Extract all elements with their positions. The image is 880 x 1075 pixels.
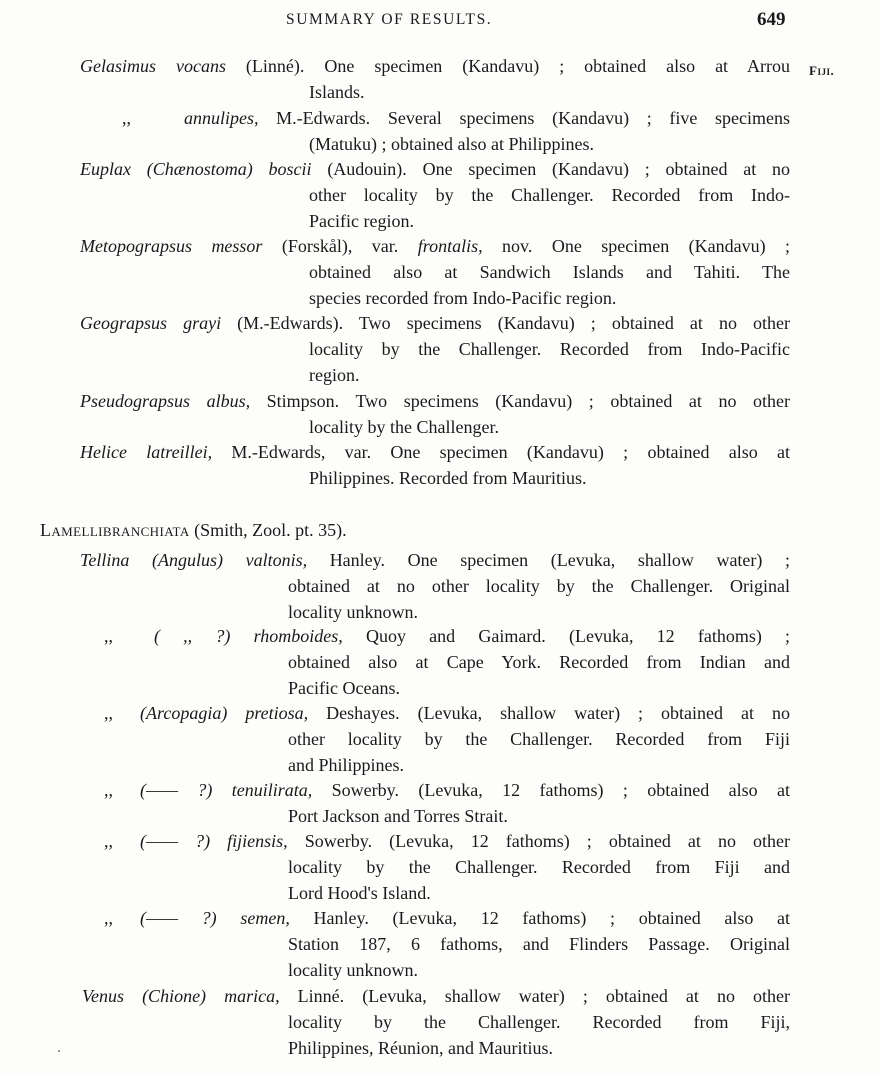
- species: annulipes,: [184, 108, 259, 128]
- species: rhomboides,: [253, 626, 343, 646]
- entry-tellina-fijiensis: [104, 829, 790, 906]
- entry-cont: locality by the Challenger. Recorded from Fiji,: [288, 1011, 790, 1032]
- running-header-title: SUMMARY OF RESULTS.: [286, 11, 493, 28]
- species: fijiensis,: [227, 831, 288, 851]
- section-heading: [40, 518, 347, 544]
- species: semen,: [240, 908, 290, 928]
- author: Sowerby.: [304, 831, 373, 851]
- entry-cont: other locality by the Challenger. Recorded from Fiji: [288, 728, 790, 749]
- species: marica,: [224, 986, 280, 1006]
- ditto-mark: ,,: [104, 626, 113, 646]
- entry-text: (Levuka, 12 fathoms) ; obtained also at: [418, 780, 790, 800]
- species: albus,: [206, 391, 251, 411]
- entry-euplax-boscii: [80, 157, 790, 234]
- genus: Euplax: [80, 159, 131, 179]
- genus: Pseudograpsus: [80, 391, 191, 411]
- entry-cont: region.: [309, 364, 360, 385]
- ditto-mark: ,,: [104, 831, 113, 851]
- ditto-mark: ,,: [104, 703, 113, 723]
- subgenus: (Arcopagia): [140, 703, 228, 723]
- subgenus: (Angulus): [151, 550, 223, 570]
- section-ref: (Smith, Zool. pt. 35).: [194, 520, 347, 540]
- species: latreillei,: [146, 442, 213, 462]
- entry-cont: Pacific Oceans.: [288, 677, 400, 698]
- entry-text: (Levuka, 12 fathoms) ; obtained at no other: [389, 831, 791, 851]
- entry-helice-latreillei: [80, 440, 790, 492]
- entry-tellina-tenuilirata: [104, 778, 790, 830]
- author: M.-Edwards, var.: [231, 442, 372, 462]
- entry-metopograpsus-messor: [80, 234, 790, 311]
- author: Sowerby.: [331, 780, 399, 800]
- ditto-mark: ,,: [122, 108, 131, 128]
- genus: Metopograpsus: [80, 236, 192, 256]
- species: pretiosa,: [245, 703, 309, 723]
- author: Hanley.: [313, 908, 369, 928]
- entry-cont: obtained also at Cape York. Recorded from Indian and: [288, 651, 790, 672]
- author: (Linné).: [245, 56, 305, 76]
- entry-cont: and Philippines.: [288, 754, 404, 775]
- entry-cont: Lord Hood's Island.: [288, 882, 431, 903]
- entry-cont: other locality by the Challenger. Recorded from Indo-: [309, 184, 790, 205]
- entry-cont: Philippines, Réunion, and Mauritius.: [288, 1037, 553, 1058]
- entry-gelasimus-vocans: [80, 54, 790, 106]
- entry-cont: (Matuku) ; obtained also at Philippines.: [309, 133, 594, 154]
- entry-cont: Islands.: [309, 81, 365, 102]
- species: tenuilirata,: [231, 780, 313, 800]
- entry-tellina-valtonis: [80, 548, 790, 625]
- subgenus: (—— ?): [140, 908, 217, 928]
- entry-cont: locality by the Challenger.: [309, 416, 499, 437]
- genus: Tellina: [80, 550, 130, 570]
- subgenus: (—— ?): [140, 831, 211, 851]
- entry-cont: Pacific region.: [309, 210, 414, 231]
- section-name: Lamellibranchiata: [40, 520, 190, 540]
- entry-gelasimus-annulipes: [122, 106, 790, 158]
- genus: Venus: [82, 986, 124, 1006]
- variety: frontalis,: [417, 236, 483, 256]
- entry-cont: Philippines. Recorded from Mauritius.: [309, 467, 587, 488]
- genus: Helice: [80, 442, 127, 462]
- entry-text: One specimen (Kandavu) ;: [551, 236, 791, 256]
- entry-text: Two specimens (Kandavu) ; obtained at no other: [358, 313, 791, 333]
- entry-text: (Levuka, shallow water) ; obtained at no other: [362, 986, 791, 1006]
- entry-pseudograpsus-albus: [80, 389, 790, 441]
- ditto-mark: ,,: [104, 780, 113, 800]
- species: grayi: [183, 313, 222, 333]
- author: Linné.: [297, 986, 345, 1006]
- entry-text: One specimen (Kandavu) ; obtained at no: [422, 159, 791, 179]
- entry-cont: obtained also at Sandwich Islands and Tahiti. The: [309, 261, 790, 282]
- entry-cont: locality by the Challenger. Recorded from Indo-Pacific: [309, 338, 790, 359]
- margin-note: Fiji.: [809, 63, 835, 78]
- author: M.-Edwards.: [276, 108, 371, 128]
- entry-text: (Levuka, shallow water) ; obtained at no: [417, 703, 791, 723]
- ink-speck: [58, 1050, 60, 1052]
- entry-cont: obtained at no other locality by the Challenger. Original: [288, 575, 790, 596]
- entry-cont: locality unknown.: [288, 601, 418, 622]
- genus: Gelasimus: [80, 56, 156, 76]
- entry-tellina-rhomboides: [104, 624, 790, 701]
- subgenus: (Chione): [142, 986, 207, 1006]
- author: (M.-Edwards).: [237, 313, 344, 333]
- entry-text: One specimen (Kandavu) ; obtained also at: [390, 442, 790, 462]
- entry-tellina-semen: [104, 906, 790, 983]
- species: messor: [211, 236, 263, 256]
- subgenus: (—— ?): [140, 780, 213, 800]
- entry-cont: Station 187, 6 fathoms, and Flinders Passage. Original: [288, 933, 790, 954]
- entry-text: (Levuka, 12 fathoms) ; obtained also at: [392, 908, 791, 928]
- author: Deshayes.: [326, 703, 400, 723]
- subgenus: (Chænostoma): [146, 159, 253, 179]
- genus: Geograpsus: [80, 313, 168, 333]
- entry-cont: locality unknown.: [288, 959, 418, 980]
- species: boscii: [268, 159, 312, 179]
- entry-text: (Levuka, 12 fathoms) ;: [569, 626, 791, 646]
- entry-text: Two specimens (Kandavu) ; obtained at no other: [355, 391, 791, 411]
- entry-venus-marica: [82, 984, 790, 1061]
- entry-text: One specimen (Levuka, shallow water) ;: [407, 550, 791, 570]
- subgenus: ( ,, ?): [154, 626, 231, 646]
- entry-cont: species recorded from Indo-Pacific region.: [309, 287, 617, 308]
- entry-text: Several specimens (Kandavu) ; five specimens: [387, 108, 791, 128]
- entry-cont: Port Jackson and Torres Strait.: [288, 805, 508, 826]
- entry-text: One specimen (Kandavu) ; obtained also at Arrou: [324, 56, 791, 76]
- entry-tellina-pretiosa: [104, 701, 790, 778]
- variety-author: nov.: [502, 236, 533, 256]
- page-number: 649: [757, 9, 786, 30]
- entry-cont: locality by the Challenger. Recorded from Fiji and: [288, 856, 790, 877]
- author: (Forskål), var.: [281, 236, 399, 256]
- species: valtonis,: [245, 550, 308, 570]
- ditto-mark: ,,: [104, 908, 113, 928]
- entry-geograpsus-grayi: [80, 311, 790, 388]
- author: (Audouin).: [327, 159, 407, 179]
- author: Hanley.: [329, 550, 385, 570]
- species: vocans: [175, 56, 226, 76]
- author: Quoy and Gaimard.: [365, 626, 546, 646]
- author: Stimpson.: [266, 391, 340, 411]
